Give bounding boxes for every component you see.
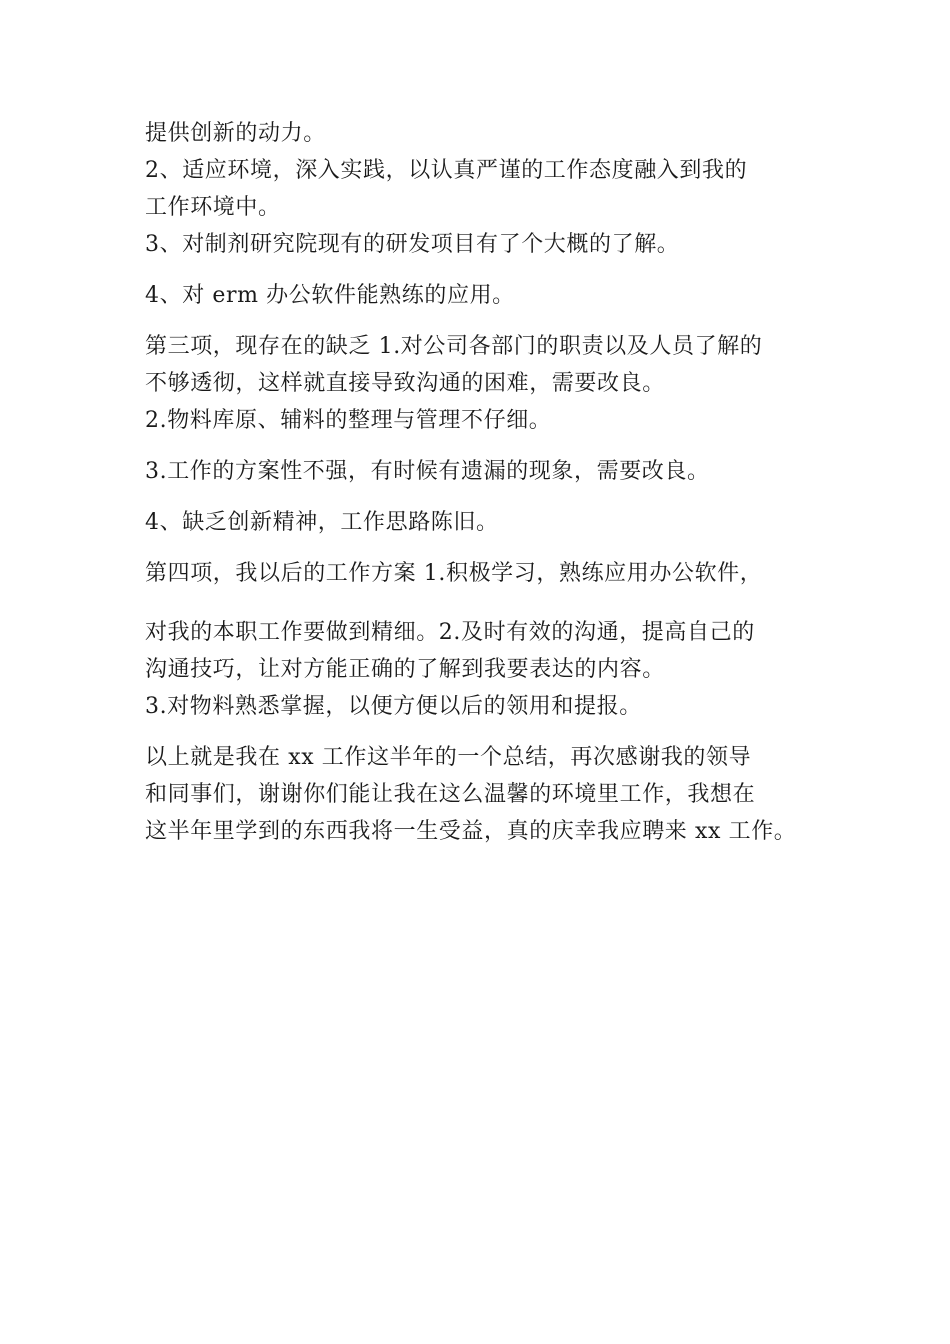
text-line: 不够透彻，这样就直接导致沟通的困难，需要改良。 [145, 371, 665, 396]
text-line: 这半年里学到的东西我将一生受益，真的庆幸我应聘来 xx 工作。 [145, 819, 797, 844]
text-line: 以上就是我在 xx 工作这半年的一个总结，再次感谢我的领导 [145, 745, 752, 770]
text-line: 4、缺乏创新精神，工作思路陈旧。 [145, 510, 499, 535]
text-line: 和同事们，谢谢你们能让我在这么温馨的环境里工作，我想在 [145, 782, 756, 807]
text-line: 第四项，我以后的工作方案 1.积极学习，熟练应用办公软件， [145, 561, 763, 586]
text-line: 提供创新的动力。 [145, 121, 326, 146]
text-line: 工作环境中。 [145, 195, 281, 220]
text-line: 3、对制剂研究院现有的研发项目有了个大概的了解。 [145, 232, 680, 257]
text-line: 3.工作的方案性不强，有时候有遗漏的现象，需要改良。 [145, 459, 710, 484]
document-body [145, 115, 813, 850]
text-line: 2、适应环境，深入实践，以认真严谨的工作态度融入到我的 [145, 158, 748, 183]
text-line: 沟通技巧，让对方能正确的了解到我要表达的内容。 [145, 657, 665, 682]
text-line: 3.对物料熟悉掌握，以便方便以后的领用和提报。 [145, 694, 642, 719]
text-line: 2.物料库原、辅料的整理与管理不仔细。 [145, 408, 552, 433]
text-line: 4、对 erm 办公软件能熟练的应用。 [145, 283, 515, 308]
text-line: 第三项，现存在的缺乏 1.对公司各部门的职责以及人员了解的 [145, 334, 763, 359]
text-line: 对我的本职工作要做到精细。2.及时有效的沟通，提高自己的 [145, 620, 755, 645]
